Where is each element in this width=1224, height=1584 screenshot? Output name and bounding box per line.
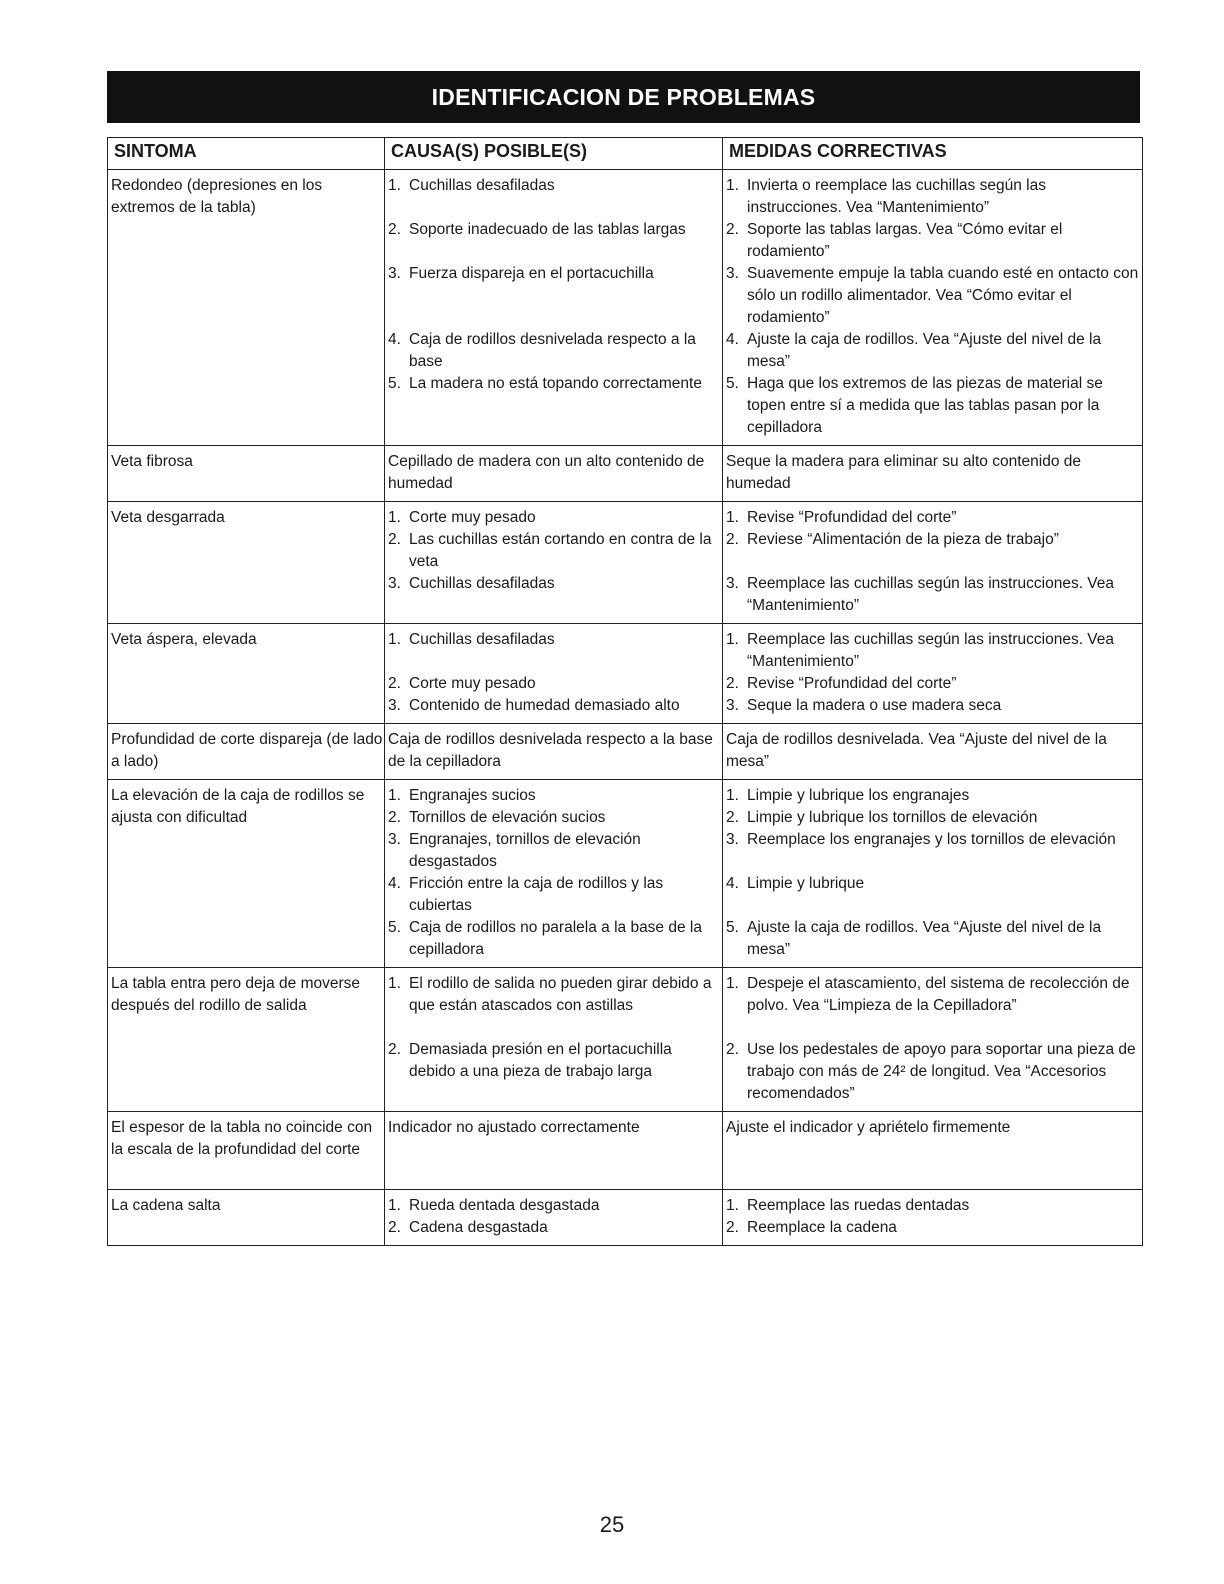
- remedy-cell: [723, 624, 1143, 724]
- symptom-cell: Redondeo (depresiones en los extremos de la tabla): [108, 170, 385, 446]
- cause-cell: [385, 724, 723, 780]
- header-symptom: SINTOMA: [108, 138, 385, 170]
- table-row: [108, 446, 1143, 502]
- symptom-cell: La elevación de la caja de rodillos se ajusta con dificultad: [108, 780, 385, 968]
- item-text: Corte muy pesado: [409, 509, 536, 526]
- item-number: 1.: [388, 1197, 401, 1214]
- item-number: 1.: [726, 177, 739, 194]
- cause-item: [388, 829, 722, 873]
- remedy-item: [726, 573, 1142, 617]
- remedy-item: [726, 807, 1142, 829]
- item-text: Ajuste la caja de rodillos. Vea “Ajuste del nivel de la mesa”: [747, 331, 1102, 370]
- item-number: 4.: [388, 331, 401, 348]
- item-number: 2.: [726, 1219, 739, 1236]
- item-text: Use los pedestales de apoyo para soportar una pieza de trabajo con más de 24² de longitud. Vea “Accesorios recomendados”: [747, 1041, 1136, 1102]
- cause-item: [388, 1039, 722, 1105]
- item-text: Contenido de humedad demasiado alto: [409, 697, 680, 714]
- item-number: 3.: [388, 697, 401, 714]
- item-number: 2.: [726, 1041, 739, 1058]
- cause-item: [388, 1195, 722, 1217]
- item-number: 1.: [726, 631, 739, 648]
- item-number: 5.: [388, 375, 401, 392]
- header-remedy: MEDIDAS CORRECTIVAS: [723, 138, 1143, 170]
- cause-cell: [385, 446, 723, 502]
- cause-item: [388, 1117, 722, 1183]
- remedy-item: [726, 829, 1142, 873]
- symptom-cell: Veta desgarrada: [108, 502, 385, 624]
- cause-item: [388, 973, 722, 1039]
- table-row: [108, 502, 1143, 624]
- header-row: [108, 138, 1143, 170]
- item-text: Caja de rodillos desnivelada. Vea “Ajuste del nivel de la mesa”: [726, 731, 1107, 770]
- symptom-cell: Profundidad de corte dispareja (de lado a lado): [108, 724, 385, 780]
- remedy-item: [726, 695, 1142, 717]
- item-number: 2.: [726, 809, 739, 826]
- cause-cell: [385, 780, 723, 968]
- remedy-item: [726, 329, 1142, 373]
- item-text: Caja de rodillos desnivelada respecto a la base de la cepilladora: [388, 731, 713, 770]
- remedy-item: [726, 175, 1142, 219]
- item-text: Reemplace las ruedas dentadas: [747, 1197, 970, 1214]
- cause-item: [388, 917, 722, 961]
- item-number: 1.: [388, 631, 401, 648]
- remedy-item: [726, 1217, 1142, 1239]
- item-number: 2.: [388, 221, 401, 238]
- item-text: Reemplace las cuchillas según las instrucciones. Vea “Mantenimiento”: [747, 575, 1115, 614]
- table-row: [108, 1190, 1143, 1246]
- cause-item: [388, 329, 722, 373]
- remedy-cell: [723, 170, 1143, 446]
- remedy-item: [726, 373, 1142, 439]
- item-text: Ajuste el indicador y apriételo firmemente: [726, 1119, 1011, 1136]
- item-text: Fricción entre la caja de rodillos y las cubiertas: [409, 875, 664, 914]
- item-text: Cuchillas desafiladas: [409, 575, 555, 592]
- cause-item: [388, 219, 722, 263]
- cause-item: [388, 507, 722, 529]
- item-text: Soporte las tablas largas. Vea “Cómo evitar el rodamiento”: [747, 221, 1063, 260]
- item-text: Revise “Profundidad del corte”: [747, 509, 957, 526]
- item-number: 2.: [388, 809, 401, 826]
- symptom-cell: El espesor de la tabla no coincide con la escala de la profundidad del corte: [108, 1112, 385, 1190]
- item-text: Limpie y lubrique los engranajes: [747, 787, 970, 804]
- page-title: IDENTIFICACION DE PROBLEMAS: [107, 71, 1140, 123]
- remedy-cell: [723, 446, 1143, 502]
- item-number: 2.: [726, 675, 739, 692]
- item-text: Corte muy pesado: [409, 675, 536, 692]
- cause-item: [388, 263, 722, 329]
- cause-item: [388, 785, 722, 807]
- item-text: Caja de rodillos no paralela a la base de la cepilladora: [409, 919, 702, 958]
- item-number: 5.: [388, 919, 401, 936]
- item-text: Reemplace la cadena: [747, 1219, 897, 1236]
- remedy-cell: [723, 780, 1143, 968]
- remedy-item: [726, 673, 1142, 695]
- item-number: 1.: [726, 509, 739, 526]
- cause-item: [388, 873, 722, 917]
- item-number: 1.: [726, 975, 739, 992]
- remedy-cell: [723, 1112, 1143, 1190]
- item-number: 2.: [388, 531, 401, 548]
- remedy-item: [726, 263, 1142, 329]
- item-number: 3.: [388, 831, 401, 848]
- cause-cell: [385, 502, 723, 624]
- cause-item: [388, 175, 722, 219]
- item-text: Rueda dentada desgastada: [409, 1197, 600, 1214]
- cause-cell: [385, 1112, 723, 1190]
- symptom-cell: La tabla entra pero deja de moverse después del rodillo de salida: [108, 968, 385, 1112]
- table-row: [108, 170, 1143, 446]
- item-number: 4.: [726, 331, 739, 348]
- item-number: 1.: [388, 177, 401, 194]
- remedy-cell: [723, 502, 1143, 624]
- item-number: 1.: [726, 787, 739, 804]
- item-text: Las cuchillas están cortando en contra de la veta: [409, 531, 712, 570]
- remedy-item: [726, 507, 1142, 529]
- item-text: Cepillado de madera con un alto contenido de humedad: [388, 453, 705, 492]
- remedy-item: [726, 873, 1142, 917]
- item-text: Haga que los extremos de las piezas de material se topen entre sí a medida que las tablas pasan por la cepilladora: [747, 375, 1103, 436]
- item-text: Demasiada presión en el portacuchilla debido a una pieza de trabajo larga: [409, 1041, 672, 1080]
- remedy-item: [726, 629, 1142, 673]
- item-text: Limpie y lubrique: [747, 875, 865, 892]
- symptom-cell: La cadena salta: [108, 1190, 385, 1246]
- item-text: Invierta o reemplace las cuchillas según las instrucciones. Vea “Mantenimiento”: [747, 177, 1046, 216]
- item-text: Fuerza dispareja en el portacuchilla: [409, 265, 654, 282]
- item-number: 2.: [726, 221, 739, 238]
- symptom-cell: Veta áspera, elevada: [108, 624, 385, 724]
- page-number: 25: [599, 1512, 625, 1537]
- item-text: Caja de rodillos desnivelada respecto a la base: [409, 331, 696, 370]
- item-number: 1.: [388, 975, 401, 992]
- item-text: Cuchillas desafiladas: [409, 631, 555, 648]
- cause-item: [388, 729, 722, 773]
- item-text: Engranajes sucios: [409, 787, 536, 804]
- cause-item: [388, 529, 722, 573]
- cause-cell: [385, 968, 723, 1112]
- item-number: 5.: [726, 919, 739, 936]
- item-text: Suavemente empuje la tabla cuando esté en ontacto con sólo un rodillo alimentador. Vea “Cómo evitar el rodamiento”: [747, 265, 1139, 326]
- item-number: 3.: [726, 831, 739, 848]
- table-row: [108, 968, 1143, 1112]
- item-text: Cuchillas desafiladas: [409, 177, 555, 194]
- item-text: Reemplace las cuchillas según las instrucciones. Vea “Mantenimiento”: [747, 631, 1115, 670]
- item-text: Cadena desgastada: [409, 1219, 548, 1236]
- item-text: Seque la madera para eliminar su alto contenido de humedad: [726, 453, 1082, 492]
- cause-item: [388, 373, 722, 439]
- cause-item: [388, 629, 722, 673]
- item-number: 2.: [388, 1219, 401, 1236]
- item-number: 5.: [726, 375, 739, 392]
- cause-item: [388, 807, 722, 829]
- cause-item: [388, 1217, 722, 1239]
- item-number: 1.: [726, 1197, 739, 1214]
- item-number: 1.: [388, 509, 401, 526]
- item-text: Engranajes, tornillos de elevación desgastados: [409, 831, 641, 870]
- item-number: 3.: [388, 575, 401, 592]
- item-text: Reemplace los engranajes y los tornillos de elevación: [747, 831, 1116, 848]
- remedy-cell: [723, 968, 1143, 1112]
- cause-cell: [385, 1190, 723, 1246]
- table-row: [108, 624, 1143, 724]
- cause-item: [388, 673, 722, 695]
- remedy-cell: [723, 724, 1143, 780]
- remedy-item: [726, 451, 1142, 495]
- remedy-item: [726, 785, 1142, 807]
- remedy-item: [726, 529, 1142, 573]
- remedy-cell: [723, 1190, 1143, 1246]
- item-number: 2.: [388, 675, 401, 692]
- item-text: La madera no está topando correctamente: [409, 375, 702, 392]
- remedy-item: [726, 729, 1142, 773]
- item-number: 4.: [726, 875, 739, 892]
- item-text: Despeje el atascamiento, del sistema de recolección de polvo. Vea “Limpieza de la Cepilladora”: [747, 975, 1130, 1014]
- remedy-item: [726, 1039, 1142, 1105]
- header-cause: CAUSA(S) POSIBLE(S): [385, 138, 723, 170]
- item-text: Reviese “Alimentación de la pieza de trabajo”: [747, 531, 1059, 548]
- remedy-item: [726, 1195, 1142, 1217]
- table-row: [108, 724, 1143, 780]
- item-text: Tornillos de elevación sucios: [409, 809, 606, 826]
- remedy-item: [726, 219, 1142, 263]
- cause-item: [388, 695, 722, 717]
- item-number: 3.: [388, 265, 401, 282]
- troubleshooting-table: [107, 137, 1143, 1246]
- cause-item: [388, 451, 722, 495]
- table-row: [108, 780, 1143, 968]
- item-number: 3.: [726, 697, 739, 714]
- remedy-item: [726, 1117, 1142, 1183]
- item-text: Indicador no ajustado correctamente: [388, 1119, 640, 1136]
- remedy-item: [726, 973, 1142, 1039]
- cause-cell: [385, 170, 723, 446]
- item-number: 3.: [726, 265, 739, 282]
- item-number: 1.: [388, 787, 401, 804]
- item-text: Limpie y lubrique los tornillos de elevación: [747, 809, 1038, 826]
- item-number: 4.: [388, 875, 401, 892]
- item-text: Revise “Profundidad del corte”: [747, 675, 957, 692]
- remedy-item: [726, 917, 1142, 961]
- item-number: 3.: [726, 575, 739, 592]
- cause-cell: [385, 624, 723, 724]
- item-text: El rodillo de salida no pueden girar debido a que están atascados con astillas: [409, 975, 712, 1014]
- item-number: 2.: [388, 1041, 401, 1058]
- item-text: Soporte inadecuado de las tablas largas: [409, 221, 686, 238]
- table-row: [108, 1112, 1143, 1190]
- item-text: Ajuste la caja de rodillos. Vea “Ajuste del nivel de la mesa”: [747, 919, 1102, 958]
- item-text: Seque la madera o use madera seca: [747, 697, 1002, 714]
- symptom-cell: Veta fibrosa: [108, 446, 385, 502]
- item-number: 2.: [726, 531, 739, 548]
- cause-item: [388, 573, 722, 617]
